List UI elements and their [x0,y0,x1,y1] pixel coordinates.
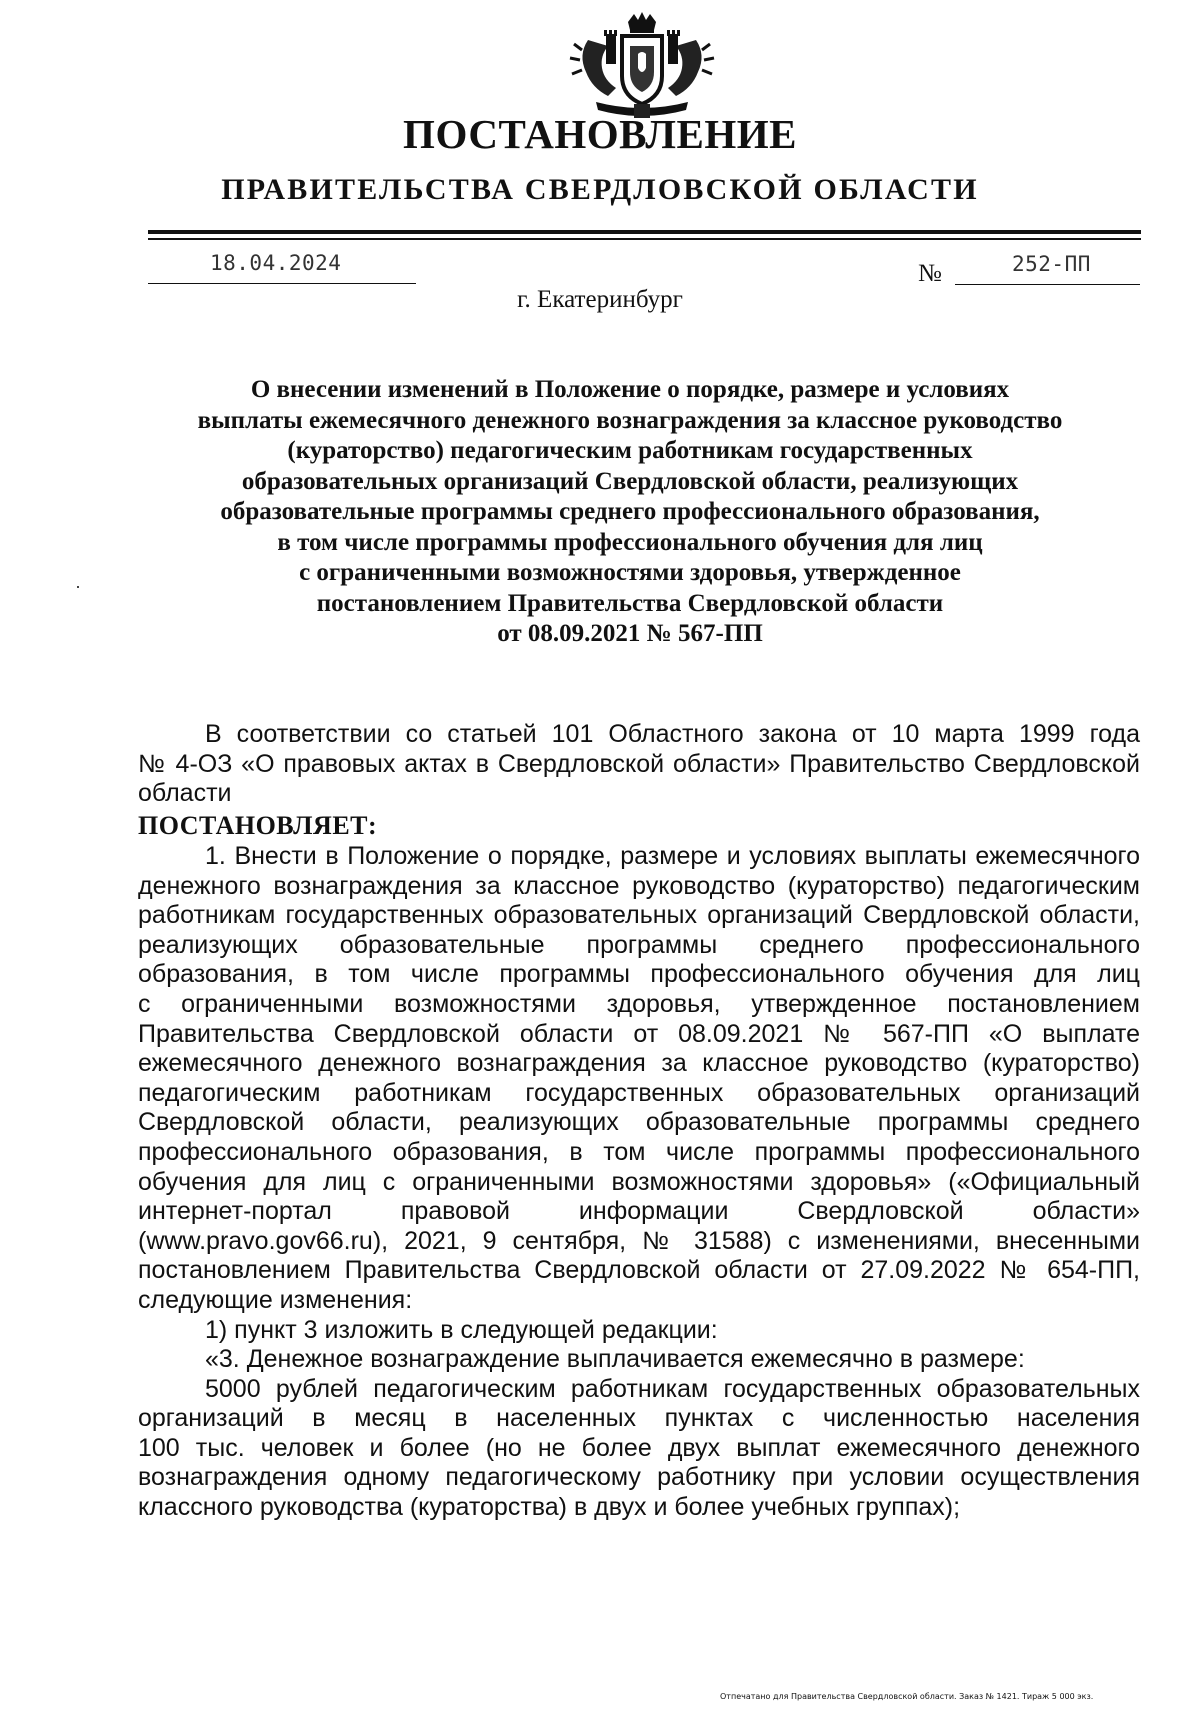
body-line: интернет-портал правовой информации Свердловской области» [138,1197,1140,1226]
body-line: обучения для лиц с ограниченными возможностями здоровья» («Официальный [138,1167,1140,1196]
subject-line: с ограниченными возможностями здоровья, утвержденное [299,559,961,586]
body-line: Правительства Свердловской области от 08.09.2021 № 567-ПП «О выплате [138,1019,1140,1048]
body-line: реализующих образовательные программы среднего профессионального [138,930,1140,959]
preamble-line: № 4-ОЗ «О правовых актах в Свердловской области» Правительство Свердловской [138,749,1140,778]
date-underline [148,283,416,284]
subject-line: от 08.09.2021 № 567-ПП [497,620,763,647]
preamble [138,720,1140,809]
subject-line: в том числе программы профессионального обучения для лиц [277,528,983,556]
subject-line: образовательных организаций Свердловской области, реализующих [241,467,1019,495]
document-subject [130,375,1130,650]
print-footer: Отпечатано для Правительства Свердловской области. Заказ № 1421. Тираж 5 000 экз. [720,1692,1094,1701]
body-line: педагогическим работникам государственных образовательных организаций [138,1078,1140,1107]
subject-line: (кураторство) педагогическим работникам государственных [287,437,973,464]
body-line: профессионального образования, в том числе программы профессионального [138,1137,1140,1166]
body-line: постановлением Правительства Свердловской области от 27.09.2022 № 654-ПП, [138,1256,1140,1285]
body-line: 5000 рублей педагогическим работникам государственных образовательных [205,1374,1140,1403]
body-line: следующие изменения: [138,1285,413,1314]
scan-speck [77,586,79,588]
body-line: 1) пункт 3 изложить в следующей редакции: [205,1315,718,1344]
document-type-title: ПОСТАНОВЛЕНИЕ [403,111,797,157]
number-underline [955,284,1140,285]
body-line: Свердловской области, реализующих образовательные программы среднего [138,1108,1140,1137]
subject-line: выплаты ежемесячного денежного вознаграждения за классное руководство [197,406,1063,434]
subject-line: постановлением Правительства Свердловской области [316,589,944,617]
document-number: 252-ПП [1012,252,1091,276]
body-line: 100 тыс. человек и более (но не более двух выплат ежемесячного денежного [138,1433,1140,1462]
subject-line: образовательные программы среднего профессионального образования, [220,498,1040,525]
body-line: вознаграждения одному педагогическому работнику при условии осуществления [138,1463,1140,1492]
body-line: классного руководства (кураторства) в двух и более учебных группах); [138,1493,961,1522]
header-rule-thin [148,238,1141,240]
subject-line: О внесении изменений в Положение о порядке, размере и условиях [250,376,1010,403]
body-line: (www.pravo.gov66.ru), 2021, 9 сентября, № 31588) с изменениями, внесенными [138,1226,1140,1255]
resolution-body [138,842,1140,1523]
body-line: образования, в том числе программы профессионального обучения для лиц [138,960,1140,989]
body-line: ежемесячного денежного вознаграждения за классное руководство (кураторство) [138,1049,1140,1078]
body-line: работникам государственных образовательных организаций Свердловской области, [138,901,1140,930]
body-line: «3. Денежное вознаграждение выплачивается ежемесячно в размере: [205,1345,1025,1374]
resolves-heading: ПОСТАНОВЛЯЕТ: [138,811,378,840]
body-line: организаций в месяц в населенных пунктах с численностью населения [138,1404,1140,1433]
body-line: денежного вознаграждения за классное руководство (кураторство) педагогическим [138,871,1140,900]
body-line: с ограниченными возможностями здоровья, утвержденное постановлением [138,989,1140,1018]
document-date: 18.04.2024 [210,251,342,275]
issuer-title: ПРАВИТЕЛЬСТВА СВЕРДЛОВСКОЙ ОБЛАСТИ [221,173,979,206]
body-line: 1. Внести в Положение о порядке, размере и условиях выплаты ежемесячного [205,842,1140,870]
preamble-line: области [138,779,232,808]
header-rule-thick [148,230,1141,234]
preamble-line: В соответствии со статьей 101 Областного закона от 10 марта 1999 года [205,720,1140,748]
coat-of-arms-icon [568,10,716,122]
number-sign: № [918,260,942,287]
issue-city: г. Екатеринбург [517,286,683,313]
